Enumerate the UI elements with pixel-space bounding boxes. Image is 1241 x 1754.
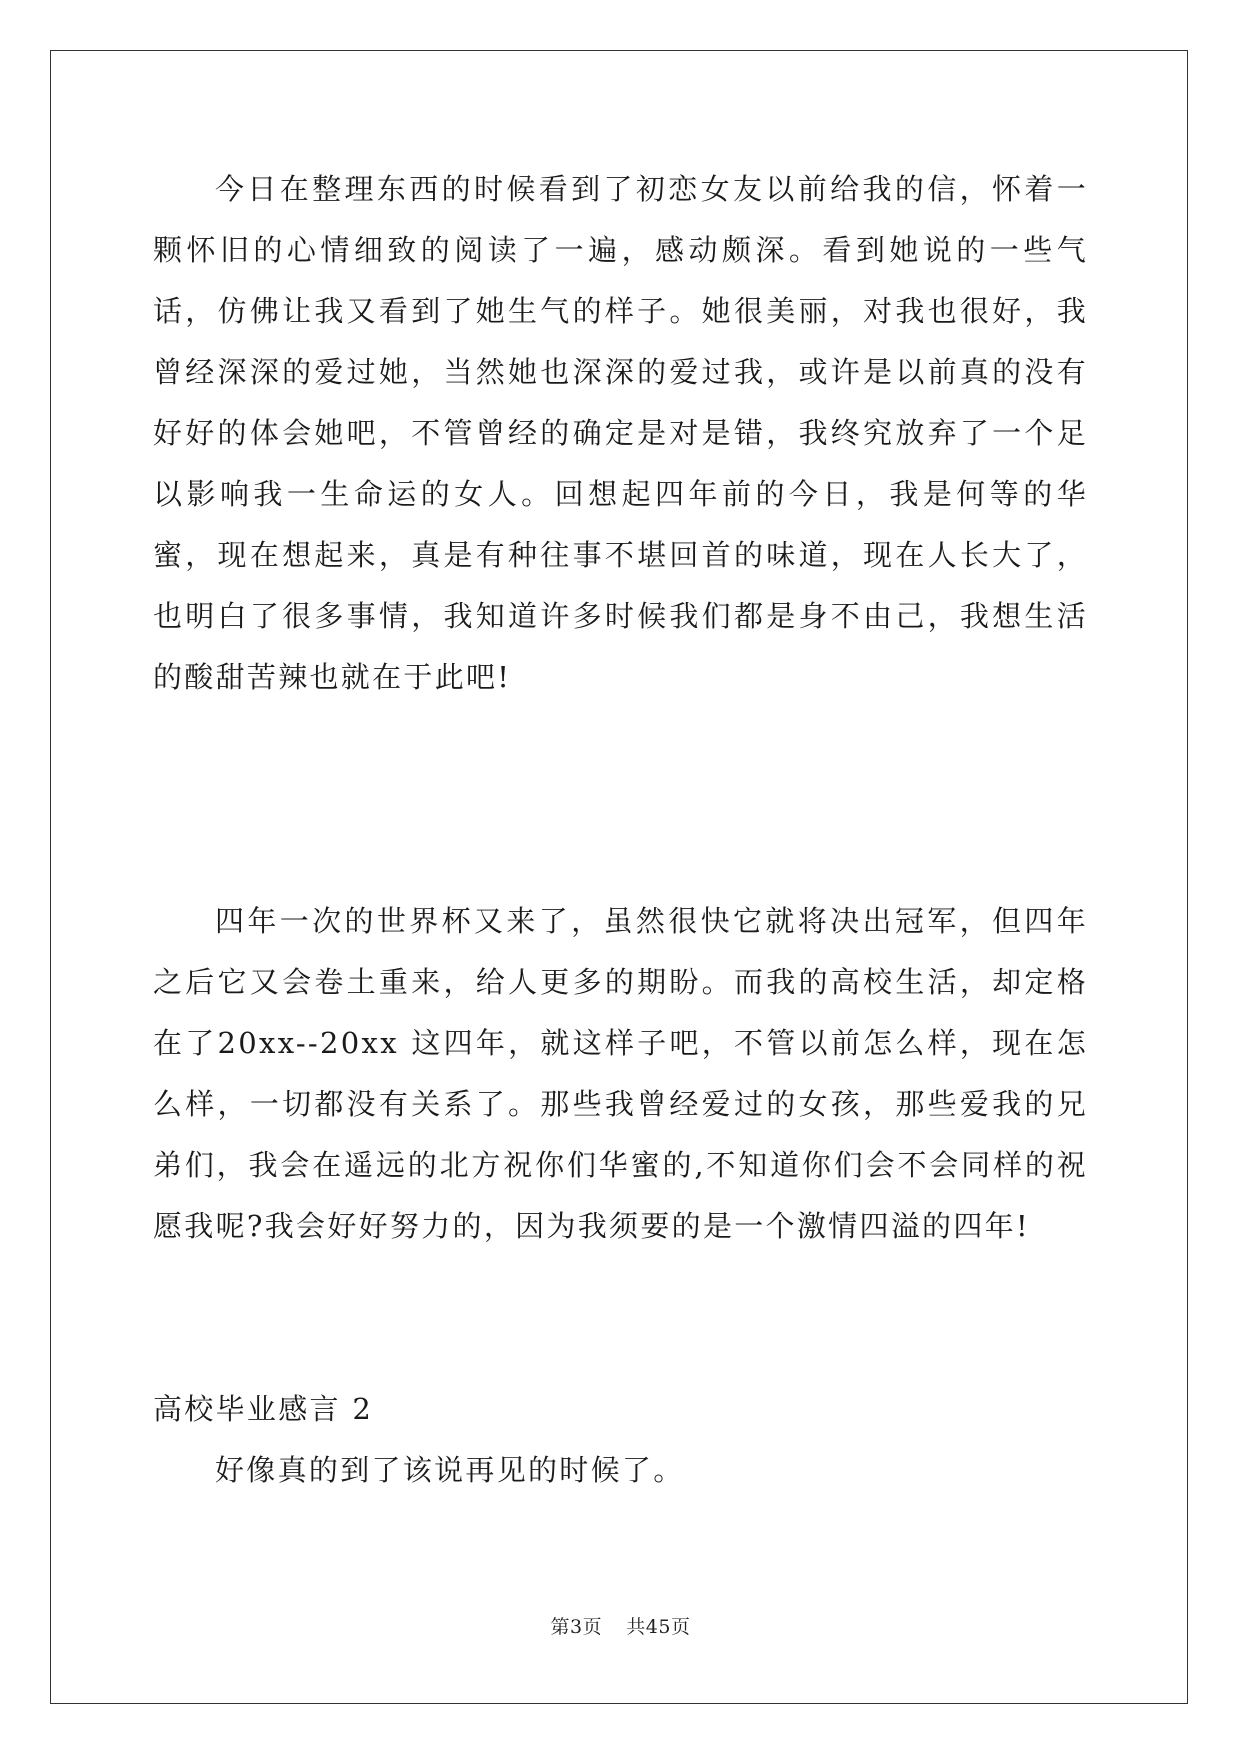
body-paragraph-2 (153, 891, 1088, 1257)
page-number: 3 (570, 1616, 583, 1638)
total-unit: 页 (670, 1616, 691, 1638)
paragraph-text: 今日在整理东西的时候看到了初恋女友以前给我的信，怀着一颗怀旧的心情细致的阅读了一遍，感动颇深。看到她说的一些气话，仿佛让我又看到了她生气的样子。她很美丽，对我也很好，我曾经深深的爱过她，当然她也深深的爱过我，或许是以前真的没有好好的体会她吧，不管曾经的确定是对是错，我终究放弃了一个足以影响我一生命运的女人。回想起四年前的今日，我是何等的华蜜，现在想起来，真是有种往事不堪回首的味道，现在人长大了，也明白了很多事情，我知道许多时候我们都是身不由己，我想生活的酸甜苦辣也就在于此吧! (153, 172, 1088, 694)
body-paragraph-3 (153, 1440, 1088, 1501)
page-unit: 页 (582, 1616, 603, 1638)
paragraph-text: 四年一次的世界杯又来了，虽然很快它就将决出冠军，但四年之后它又会卷土重来，给人更多的期盼。而我的高校生活，却定格在了20xx--20xx 这四年，就这样子吧，不管以前怎么样，现在怎么样，一切都没有关系了。那些我曾经爱过的女孩，那些爱我的兄弟们，我会在遥远的北方祝你们华蜜的,不知道你们会不会同样的祝愿我呢?我会好好努力的，因为我须要的是一个激情四溢的四年! (153, 904, 1088, 1243)
total-prefix: 共 (626, 1616, 646, 1638)
section-heading-text: 高校毕业感言 2 (153, 1392, 374, 1426)
section-heading (153, 1379, 1088, 1440)
page-footer (0, 1612, 1241, 1639)
page-prefix: 第 (550, 1616, 570, 1638)
total-pages: 45 (645, 1616, 671, 1638)
body-paragraph-1 (153, 159, 1088, 708)
paragraph-text: 好像真的到了该说再见的时候了。 (215, 1453, 685, 1487)
